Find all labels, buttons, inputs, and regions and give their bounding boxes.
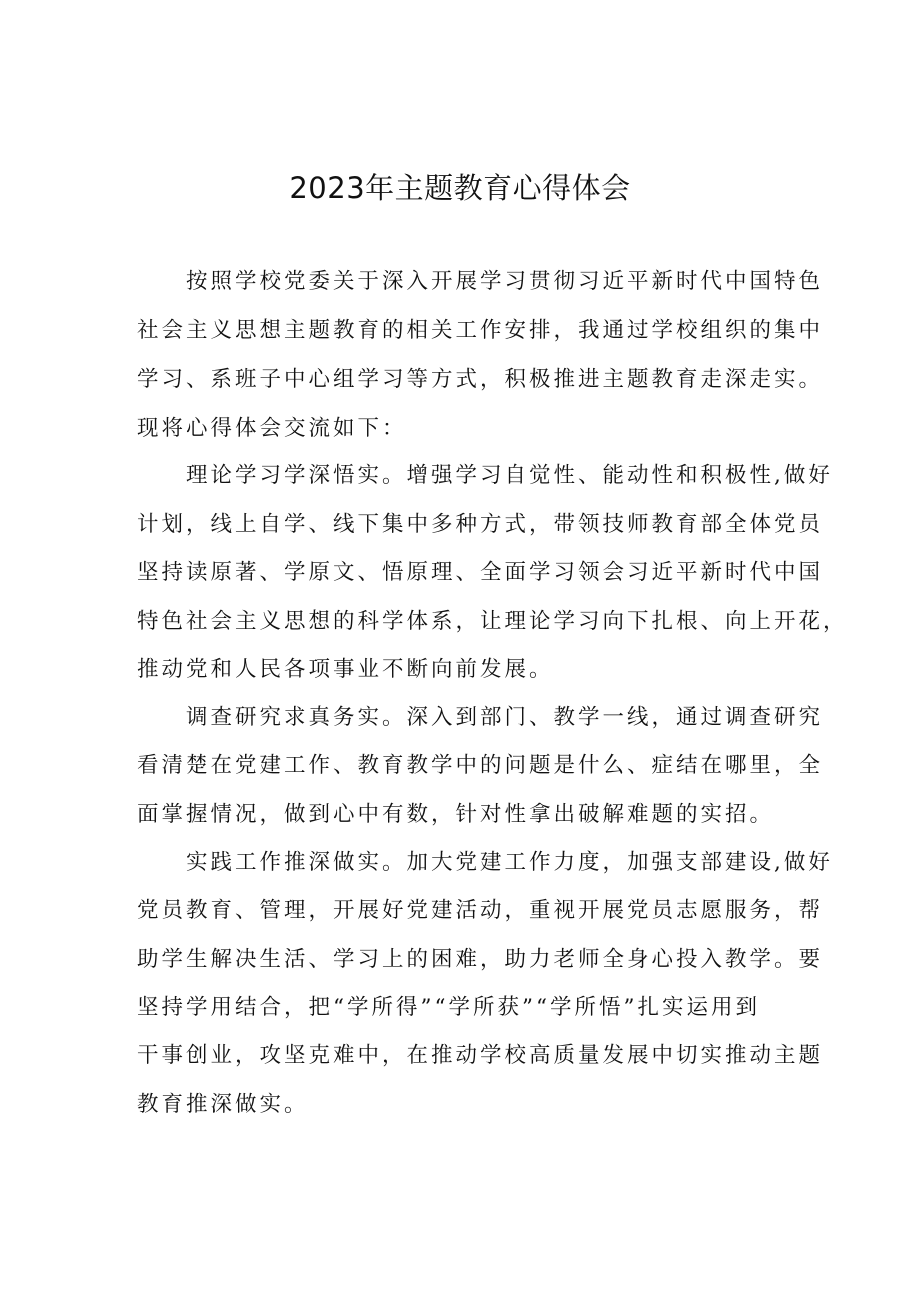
paragraph-4-line-3: 助学生解决生活、学习上的困难，助力老师全身心投入教学。要 — [137, 947, 824, 972]
paragraph-1-line-2: 社会主义思想主题教育的相关工作安排，我通过学校组织的集中 — [137, 318, 824, 343]
paragraph-2-line-4: 特色社会主义思想的科学体系，让理论学习向下扎根、向上开花， — [137, 609, 848, 634]
paragraph-4-line-4: 坚持学用结合，把“学所得”“学所获”“学所悟”扎实运用到 — [137, 995, 760, 1020]
paragraph-3-line-1: 调查研究求真务实。深入到部门、教学一线，通过调查研究 — [186, 705, 824, 730]
paragraph-4-line-1: 实践工作推深做实。加大党建工作力度，加强支部建设,做好 — [186, 850, 833, 875]
paragraph-3-line-2: 看清楚在党建工作、教育教学中的问题是什么、症结在哪里，全 — [137, 753, 824, 778]
paragraph-3-line-3: 面掌握情况，做到心中有数，针对性拿出破解难题的实招。 — [137, 802, 775, 827]
paragraph-4-line-2: 党员教育、管理，开展好党建活动，重视开展党员志愿服务，帮 — [137, 898, 824, 923]
document-title: 2023年主题教育心得体会 — [289, 171, 631, 205]
paragraph-4-line-6: 教育推深做实。 — [137, 1092, 309, 1117]
paragraph-2-line-2: 计划，线上自学、线下集中多种方式，带领技师教育部全体党员 — [137, 512, 824, 537]
paragraph-2-line-5: 推动党和人民各项事业不断向前发展。 — [137, 657, 554, 682]
paragraph-1-line-4: 现将心得体会交流如下： — [137, 416, 407, 441]
paragraph-1-line-1: 按照学校党委关于深入开展学习贯彻习近平新时代中国特色 — [186, 269, 824, 294]
paragraph-4-line-5: 干事创业，攻坚克难中，在推动学校高质量发展中切实推动主题 — [137, 1043, 824, 1068]
paragraph-1-line-3: 学习、系班子中心组学习等方式，积极推进主题教育走深走实。 — [137, 367, 824, 392]
paragraph-2-line-3: 坚持读原著、学原文、悟原理、全面学习领会习近平新时代中国 — [137, 560, 824, 585]
paragraph-2-line-1: 理论学习学深悟实。增强学习自觉性、能动性和积极性,做好 — [186, 463, 833, 488]
